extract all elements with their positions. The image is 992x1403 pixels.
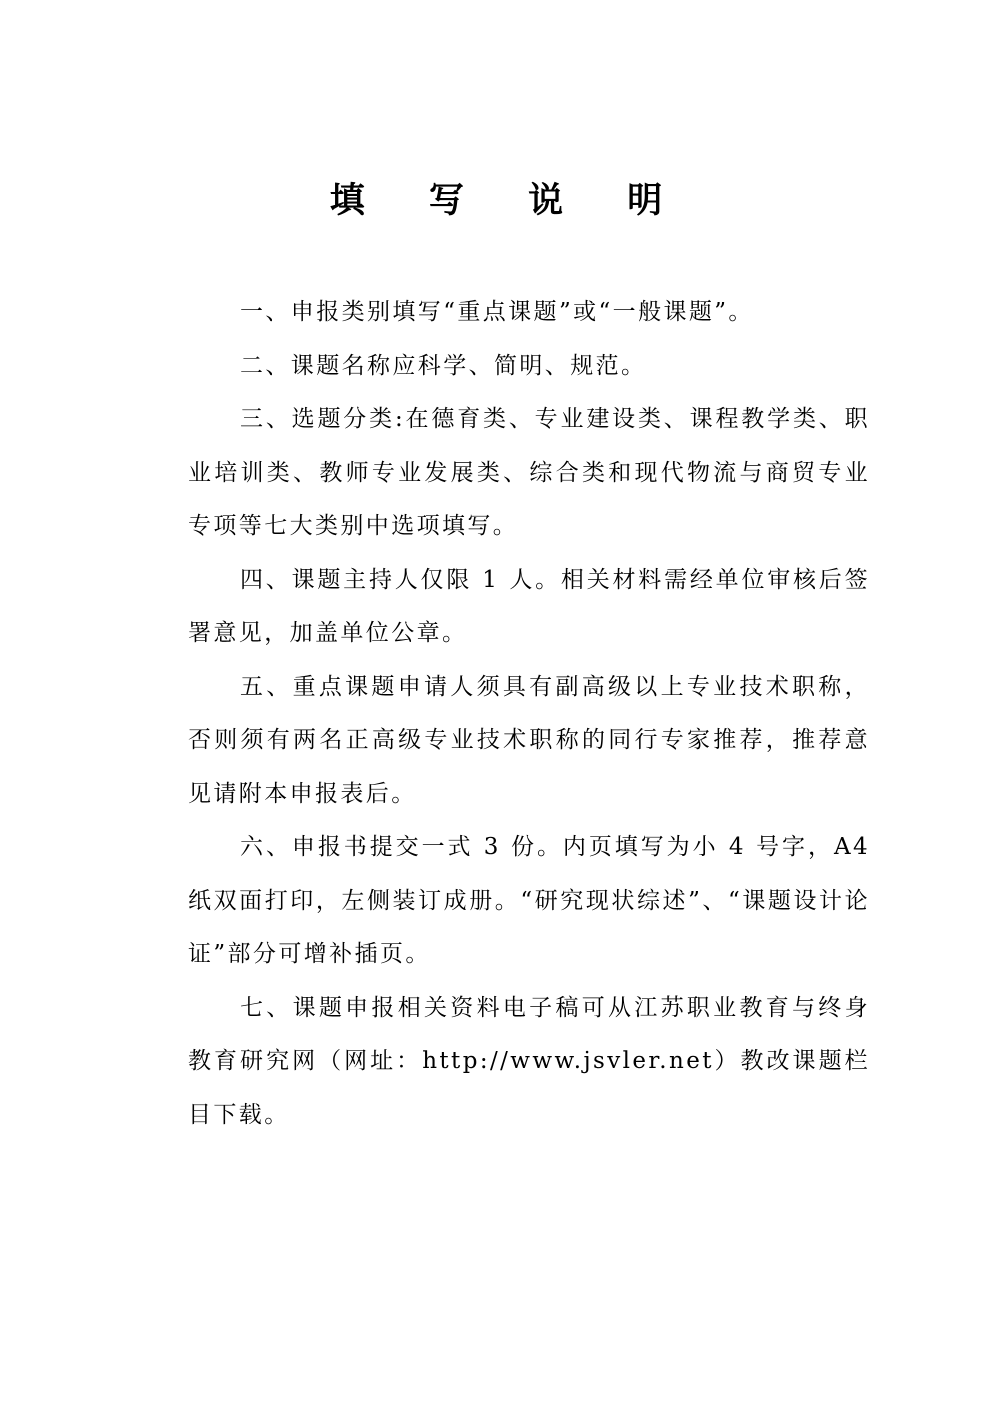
instruction-item-3: 三、选题分类:在德育类、专业建设类、课程教学类、职业培训类、教师专业发展类、综合类和现代物流与商贸专业专项等七大类别中选项填写。 bbox=[188, 406, 870, 539]
instruction-item-2: 二、课题名称应科学、简明、规范。 bbox=[240, 352, 647, 379]
page-title: 填 写 说 明 bbox=[329, 180, 689, 221]
instruction-item-5: 五、重点课题申请人须具有副高级以上专业技术职称，否则须有两名正高级专业技术职称的同行专家推荐，推荐意见请附本申报表后。 bbox=[188, 673, 870, 807]
instruction-item-4: 四、课题主持人仅限 1 人。相关材料需经单位审核后签署意见，加盖单位公章。 bbox=[188, 566, 870, 646]
instruction-item-6: 六、申报书提交一式 3 份。内页填写为小 4 号字，A4 纸双面打印，左侧装订成册。“研究现状综述”、“课题设计论证”部分可增补插页。 bbox=[188, 834, 870, 967]
instruction-item-7: 七、课题申报相关资料电子稿可从江苏职业教育与终身教育研究网（网址：http://www.jsvler.net）教改课题栏目下载。 bbox=[188, 994, 870, 1128]
instruction-item-1: 一、申报类别填写“重点课题”或“一般课题”。 bbox=[240, 299, 754, 325]
instructions-body bbox=[188, 286, 870, 1142]
